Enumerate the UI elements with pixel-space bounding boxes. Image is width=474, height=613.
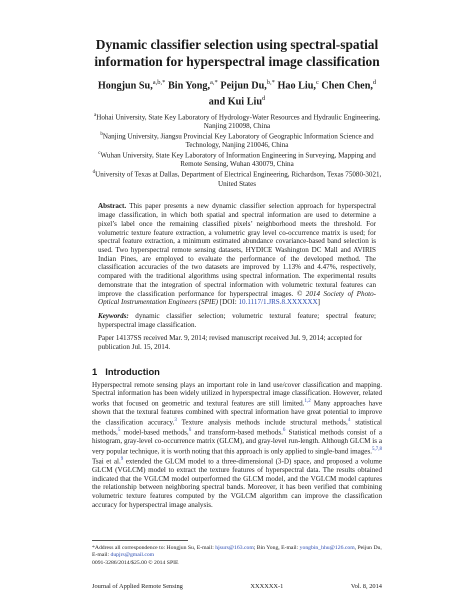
citation-ref[interactable]: 5,7,8 [372, 446, 382, 452]
citation-ref[interactable]: 4 [347, 417, 351, 423]
paragraph-text: Statistical methods consist of a histogram, gray-level co-occurrence matrix (GLCM), and gray-level run-length. Although GLCM is a very popular technique, it is worth noting that this approach is only applied to single-band images. [92, 428, 382, 456]
affiliation [92, 131, 382, 150]
footer-volume: Vol. 8, 2014 [350, 583, 382, 590]
abstract-copyright: © 2014 Society of Photo-Optical Instrumentation Engineers (SPIE) [98, 289, 376, 307]
paper-title: Dynamic classifier selection using spectral-spatial information for hyperspectral image classification [94, 37, 380, 69]
paragraph-text: model-based methods, [120, 428, 189, 437]
section-title: Introduction [105, 365, 160, 377]
keywords-label: Keywords: [98, 311, 129, 320]
author-name: Bin Yong, [167, 80, 211, 92]
affiliation-text: University of Texas at Dallas, Department of Electrical Engineering, Richardson, Texas 75080-3021, United States [95, 170, 382, 188]
author-name: Hao Liu, [277, 80, 316, 92]
footnote-mid2: , Peijun Du, E-mail: [92, 545, 382, 559]
abstract-label: Abstract. [98, 202, 127, 211]
affiliation-list [92, 112, 382, 189]
abstract [92, 202, 382, 306]
author-affiliation-mark: a,* [210, 79, 218, 86]
citation-ref[interactable]: 6 [188, 427, 192, 433]
author-name: Peijun Du, [220, 80, 267, 92]
section-number: 1 [92, 365, 98, 377]
paragraph-text: and transform-based methods. [191, 428, 283, 437]
author-affiliation-mark: d [261, 94, 266, 102]
author-name: Hongjun Su, [97, 80, 153, 92]
citation-ref[interactable]: 3 [174, 417, 177, 423]
email-link-yong[interactable]: yongbin_hhu@126.com [299, 545, 355, 551]
affiliation-mark: b [100, 131, 103, 137]
author-affiliation-mark: d [372, 79, 377, 86]
footnote-mid1: ; Bin Yong, E-mail: [253, 545, 299, 551]
paragraph-text: Texture analysis methods include structural methods, [176, 418, 348, 427]
paper-history: Paper 14137SS received Mar. 9, 2014; revised manuscript received Jul. 9, 2014; accepted for publication Jul. 15, 2014. [98, 334, 363, 352]
author-affiliation-mark: b,* [266, 79, 275, 86]
affiliation-mark: c [98, 151, 101, 157]
affiliation-mark: d [92, 170, 96, 176]
citation-ref[interactable]: 5 [117, 427, 121, 433]
doi-close: ] [317, 298, 320, 307]
author-name: Chen Chen, [321, 80, 373, 92]
footer-article-number: XXXXXX-1 [250, 583, 284, 590]
paragraph-text: Tsai et al. [92, 457, 121, 466]
affiliation [92, 169, 382, 188]
doi-open: [DOI: [219, 298, 237, 307]
author-affiliation-mark: c [315, 79, 319, 86]
paragraph-text: Hyperspectral remote sensing plays an important role in land use/cover classification and mapping. Spectral information has been widely utilized in hyperspectral image classification. However, related works that focused on geometric and textural features are still limited. [92, 380, 382, 408]
page-footer [92, 583, 382, 591]
abstract-text: This paper presents a new dynamic classifier selection approach for hyperspectral image classification, in which both spatial and spectral information are used to determine a pixel’s label once the remaining classified pixels’ neighborhood meets the threshold. For volumetric texture feature extraction, a volumetric gray level co-occurrence matrix is used; for spectral feature extraction, a minimum estimated abundance covariance-based band selection is used. Two hyperspectral remote sensing datasets, HYDICE Washington DC Mall and AVIRIS Indian Pines, are employed to evaluate the performance of the developed method. The classification accuracies of the two datasets are improved by 1.13% and 4.47%, respectively, compared with the traditional algorithms using spectral information. The experimental results demonstrate that the integration of spectral information with volumetric textural features can improve the classification performance for hyperspectral images. [98, 202, 376, 298]
paragraph-text: extended the GLCM model to a three-dimensional (3-D) space, and proposed a volume GLCM (VGLCM) model to extract the texture features of hyperspectral data. The results obtained indicated that the VGLCM model outperformed the GLCM model, and the VGLCM model captures the relationship between neighboring spectral bands. Moreover, it has been verified that combining volumetric texture features computed by the VGLCM algorithm can improve the classification accuracy for hyperspectral image analysis. [92, 457, 383, 509]
section-heading [92, 366, 382, 377]
affiliation-text: Hohai University, State Key Laboratory of Hydrology-Water Resources and Hydraulic Engineering, Nanjing 210098, China [96, 113, 381, 131]
keywords-text: dynamic classifier selection; volumetric textural feature; spectral feature; hyperspectral image classification. [98, 311, 376, 329]
correspondence-footnote [92, 545, 382, 559]
intro-paragraph [92, 381, 382, 510]
citation-ref[interactable]: 9 [120, 456, 124, 462]
citation-ref[interactable]: 1,2 [304, 399, 311, 405]
affiliation-text: Nanjing University, Jiangsu Provincial Key Laboratory of Geographic Information Science and Technology, Nanjing 210046, China [102, 132, 374, 150]
paragraph-text: Many approaches have shown that the textural features combined with spectral information have great potential to improve the classification accuracy. [92, 399, 382, 427]
affiliation [92, 150, 382, 169]
paragraph-text: statistical methods, [92, 418, 382, 437]
email-link-du[interactable]: dupjrs@gmail.com [110, 552, 155, 559]
footnote-divider [92, 540, 188, 541]
keywords [92, 312, 382, 329]
affiliation-mark: a [93, 112, 97, 118]
footer-journal: Journal of Applied Remote Sensing [92, 583, 183, 590]
doi-link[interactable]: 10.1117/1.JRS.8.XXXXXX [238, 298, 318, 307]
author-name: and Kui Liu [208, 96, 262, 108]
email-link-su[interactable]: hjsurs@163.com [215, 545, 254, 551]
citation-ref[interactable]: 6 [282, 427, 286, 433]
affiliation-text: Wuhan University, State Key Laboratory of Information Engineering in Surveying, Mapping and Remote Sensing, Wuhan 430079, China [100, 151, 376, 169]
affiliation [92, 112, 382, 131]
footnote-lead: *Address all correspondence to: Hongjun Su, E-mail: [92, 545, 214, 551]
author-affiliation-mark: a,b,* [152, 79, 166, 86]
copyright-line: 0091-3286/2014/$25.00 © 2014 SPIE [92, 560, 179, 566]
author-list [92, 77, 382, 109]
